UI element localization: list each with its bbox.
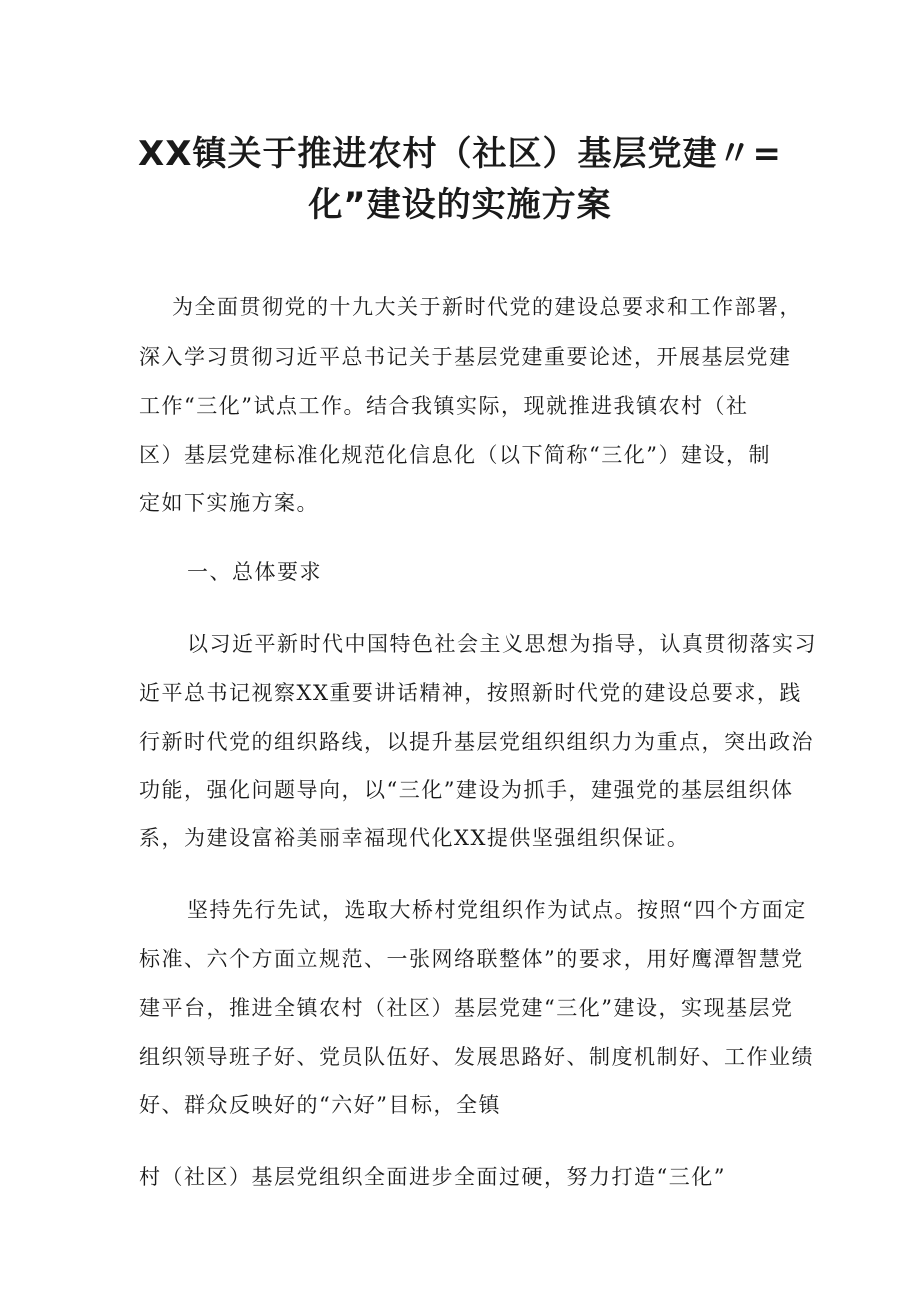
para2-line-4: 组织领导班子好、党员队伍好、发展思路好、制度机制好、工作业绩 bbox=[139, 1045, 814, 1069]
section-heading: 一、总体要求 bbox=[187, 560, 322, 584]
para2-line-5: 好、群众反映好的“六好”目标，全镇 bbox=[139, 1093, 501, 1117]
para2-line-3: 建平台，推进全镇农村（社区）基层党建“三化”建设，实现基层党 bbox=[139, 996, 794, 1020]
intro-line-5: 定如下实施方案。 bbox=[139, 491, 319, 515]
document-title-line-2: 化”建设的实施方案 bbox=[308, 185, 612, 225]
para2-line-1: 坚持先行先试，选取大桥村党组织作为试点。按照“四个方面定 bbox=[187, 898, 807, 922]
para2-line-2: 标准、六个方面立规范、一张网络联整体”的要求，用好鹰潭智慧党 bbox=[139, 947, 804, 971]
para1-line-5: 系，为建设富裕美丽幸福现代化XX提供坚强组织保证。 bbox=[139, 826, 690, 850]
para3-line-1: 村（社区）基层党组织全面进步全面过硬，努力打造“三化” bbox=[139, 1165, 726, 1189]
intro-line-2: 深入学习贯彻习近平总书记关于基层党建重要论述，开展基层党建 bbox=[139, 345, 792, 369]
document-title-line-1: XX镇关于推进农村（社区）基层党建〃= bbox=[138, 134, 782, 174]
intro-line-4: 区）基层党建标准化规范化信息化（以下简称“三化”）建设，制 bbox=[139, 443, 771, 467]
para1-line-3: 行新时代党的组织路线，以提升基层党组织组织力为重点，突出政治 bbox=[139, 730, 814, 754]
intro-line-3: 工作“三化”试点工作。结合我镇实际，现就推进我镇农村（社 bbox=[139, 394, 749, 418]
para1-line-4: 功能，强化问题导向，以“三化”建设为抓手，建强党的基层组织体 bbox=[139, 778, 794, 802]
intro-line-1: 为全面贯彻党的十九大关于新时代党的建设总要求和工作部署， bbox=[172, 295, 802, 319]
para1-line-1: 以习近平新时代中国特色社会主义思想为指导，认真贯彻落实习 bbox=[187, 632, 817, 656]
para1-line-2: 近平总书记视察XX重要讲话精神，按照新时代党的建设总要求，践 bbox=[139, 681, 802, 705]
